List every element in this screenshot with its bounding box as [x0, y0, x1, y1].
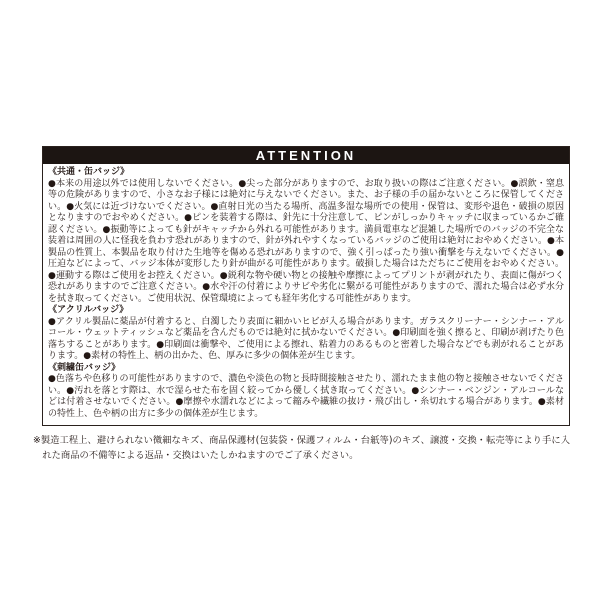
section-body-embroidery: ●色落ちや色移りの可能性がありますので、濃色や淡色の物と長時間接触させたり、濡れたまま他の物と接触させないでください。●汚れを落とす際は、水で湿らせた布を固く絞ってから優しく拭き取ってください。●シンナー・ベンジン・アルコールなどは付着させないでください。●摩擦や水濡れなどによって縮みや繊維の抜け・飛び出し・糸切れする場合があります。●素材の特性上、色や柄の出方に多少の個体差が生じます。 — [48, 374, 564, 419]
section-heading-embroidery: 《刺繍缶バッジ》 — [48, 362, 121, 373]
attention-title: ATTENTION — [255, 148, 357, 163]
notice-section-embroidery — [48, 363, 564, 421]
notice-box — [42, 146, 570, 426]
section-heading-acrylic: 《アクリルバッジ》 — [48, 305, 129, 315]
footnote: ※製造工程上、避けられない微細なキズ、商品保護材(包装袋・保護フィルム・台紙等)のキズ、譲渡・交換・転売等により手に入れた商品の不備等による返品・交換はいたしかねますのでご了承ください。 — [33, 435, 570, 461]
section-body-common: ●本来の用途以外では使用しないでください。●尖った部分がありますので、お取り扱いの際はご注意ください。●誤飲・窒息等の危険がありますので、小さなお子様には絶対に与えないでください。また、お子様の手の届かないところに保管してください。●火気には近づけないでください。●直射日光の当たる場所、高温多湿な場所での使用・保管は、変形や退色・破損の原因となりますのでおやめください。●ピンを装着する際は、針先に十分注意して、ピンがしっかりキャッチに収まっているかご確認ください。●振動等によっても針がキャッチから外れる可能性があります。満員電車など混雑した場所でのバッジの不完全な装着は周囲の人に怪我を負わす恐れがありますので、針が外れやすくなっているバッジのご使用は絶対におやめください。●本製品の性質上、本製品を取り付けた生地等を傷める恐れがありますので、強く引っぱったり強い衝撃を与えないでください。●圧迫などによって、バッジ本体が変形したり針が曲がる可能性があります。破損した場合はただちにご使用をおやめください。●運動する際はご使用をお控えください。●鋭利な物や硬い物との接触や摩擦によってプリントが剥がれたり、表面に傷がつく恐れがありますのでご注意ください。●水や汗の付着によりサビや劣化に繋がる可能性がありますので、濡れた場合は必ず水分を拭き取ってください。ご使用状況、保管環境によっても経年劣化する可能性があります。 — [48, 178, 564, 304]
notice-section-acrylic — [48, 305, 564, 363]
section-body-acrylic: ●アクリル製品に薬品が付着すると、白濁したり表面に細かいヒビが入る場合があります。ガラスクリーナー・シンナー・アルコール・ウェットティッシュなど薬品を含んだものでは絶対に拭かないでください。●印刷面を強く擦ると、印刷が剥げたり色落ちすることがあります。●印刷面は衝撃や、ご使用による擦れ、粘着力のあるものと密着した場合などでも剥がれることがあります。●素材の特性上、柄の出かた、色、厚みに多少の個体差が生じます。 — [48, 316, 564, 361]
section-heading-common: 《共通・缶バッジ》 — [48, 167, 130, 177]
attention-header-bar — [43, 147, 569, 164]
notice-text-area — [43, 164, 569, 425]
notice-section-common — [48, 167, 564, 305]
notice-content — [33, 146, 570, 472]
